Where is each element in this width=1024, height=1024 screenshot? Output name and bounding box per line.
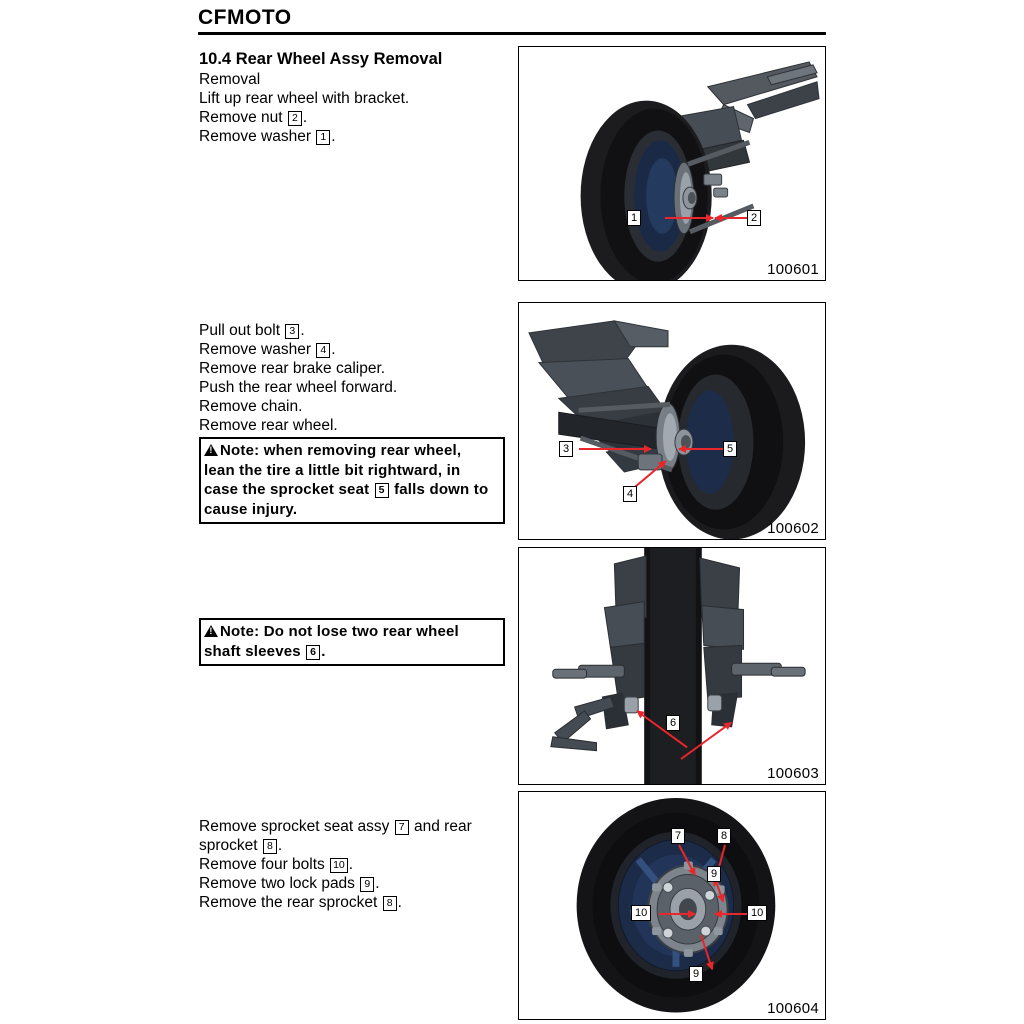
callout-ref: 3 <box>285 324 299 339</box>
note-box-2 <box>199 618 505 666</box>
figure-id: 100601 <box>767 261 819 278</box>
figure-illustration <box>519 548 825 784</box>
note-line: shaft sleeves 6 . <box>204 642 326 660</box>
callout-ref: 4 <box>316 343 330 358</box>
callout-marker: 10 <box>631 905 651 921</box>
callout-marker: 9 <box>689 966 703 982</box>
note-line: !Note: Do not lose two rear wheel <box>204 622 500 642</box>
callout-marker: 10 <box>747 905 767 921</box>
section-2-text <box>199 321 509 435</box>
instruction-line: Remove washer 1 . <box>199 128 336 145</box>
callout-marker: 5 <box>723 441 737 457</box>
instruction-line: Remove two lock pads 9 . <box>199 875 380 892</box>
figure-100603 <box>518 547 826 785</box>
figure-100601 <box>518 46 826 281</box>
instruction-line: Remove nut 2 . <box>199 109 308 126</box>
figure-illustration <box>519 792 825 1020</box>
note-line: !Note: when removing rear wheel, <box>204 441 500 461</box>
callout-ref: 10 <box>330 858 348 873</box>
instruction-line: sprocket 8 . <box>199 837 283 854</box>
callout-marker: 9 <box>707 866 721 882</box>
callout-marker: 7 <box>671 828 685 844</box>
callout-marker: 6 <box>666 715 680 731</box>
instruction-line: Remove rear brake caliper. <box>199 360 386 377</box>
callout-marker: 4 <box>623 486 637 502</box>
instruction-line: Pull out bolt 3 . <box>199 322 305 339</box>
callout-ref: 9 <box>360 877 374 892</box>
instruction-line: Remove rear wheel. <box>199 417 338 434</box>
figure-id: 100603 <box>767 765 819 782</box>
callout-ref: 8 <box>383 896 397 911</box>
callout-arrow <box>665 217 713 219</box>
note-line: cause injury. <box>204 500 298 518</box>
figure-illustration <box>519 303 825 539</box>
callout-ref: 5 <box>375 483 389 498</box>
section-4-text <box>199 817 511 912</box>
callout-ref: 1 <box>316 130 330 145</box>
instruction-line: Remove washer 4 . <box>199 341 336 358</box>
note-line: case the sprocket seat 5 falls down to <box>204 481 489 498</box>
instruction-line: Remove four bolts 10 . <box>199 856 354 873</box>
header-divider <box>198 32 826 35</box>
figure-100604 <box>518 791 826 1020</box>
page-header <box>198 6 826 40</box>
instruction-line: Push the rear wheel forward. <box>199 379 398 396</box>
callout-marker: 1 <box>627 210 641 226</box>
instruction-line: Removal <box>199 71 261 88</box>
brand-title: CFMOTO <box>198 6 292 29</box>
callout-marker: 2 <box>747 210 761 226</box>
instruction-line: Remove sprocket seat assy 7 and rear <box>199 818 472 835</box>
instruction-line: Remove the rear sprocket 8 . <box>199 894 402 911</box>
callout-ref: 2 <box>288 111 302 126</box>
section-1-text <box>199 50 499 146</box>
note-box-1 <box>199 437 505 524</box>
callout-ref: 8 <box>263 839 277 854</box>
callout-marker: 8 <box>717 828 731 844</box>
instruction-line: Remove chain. <box>199 398 303 415</box>
callout-arrow <box>579 448 651 450</box>
callout-ref: 7 <box>395 820 409 835</box>
section-title: 10.4 Rear Wheel Assy Removal <box>199 50 443 68</box>
warning-icon <box>204 625 218 637</box>
note-line: lean the tire a little bit rightward, in <box>204 461 461 479</box>
figure-100602 <box>518 302 826 540</box>
callout-arrow <box>659 913 695 915</box>
figure-id: 100602 <box>767 520 819 537</box>
figure-illustration <box>519 47 825 280</box>
callout-ref: 6 <box>306 645 320 660</box>
figure-id: 100604 <box>767 1000 819 1017</box>
callout-marker: 3 <box>559 441 573 457</box>
warning-icon <box>204 444 218 456</box>
instruction-line: Lift up rear wheel with bracket. <box>199 90 410 107</box>
